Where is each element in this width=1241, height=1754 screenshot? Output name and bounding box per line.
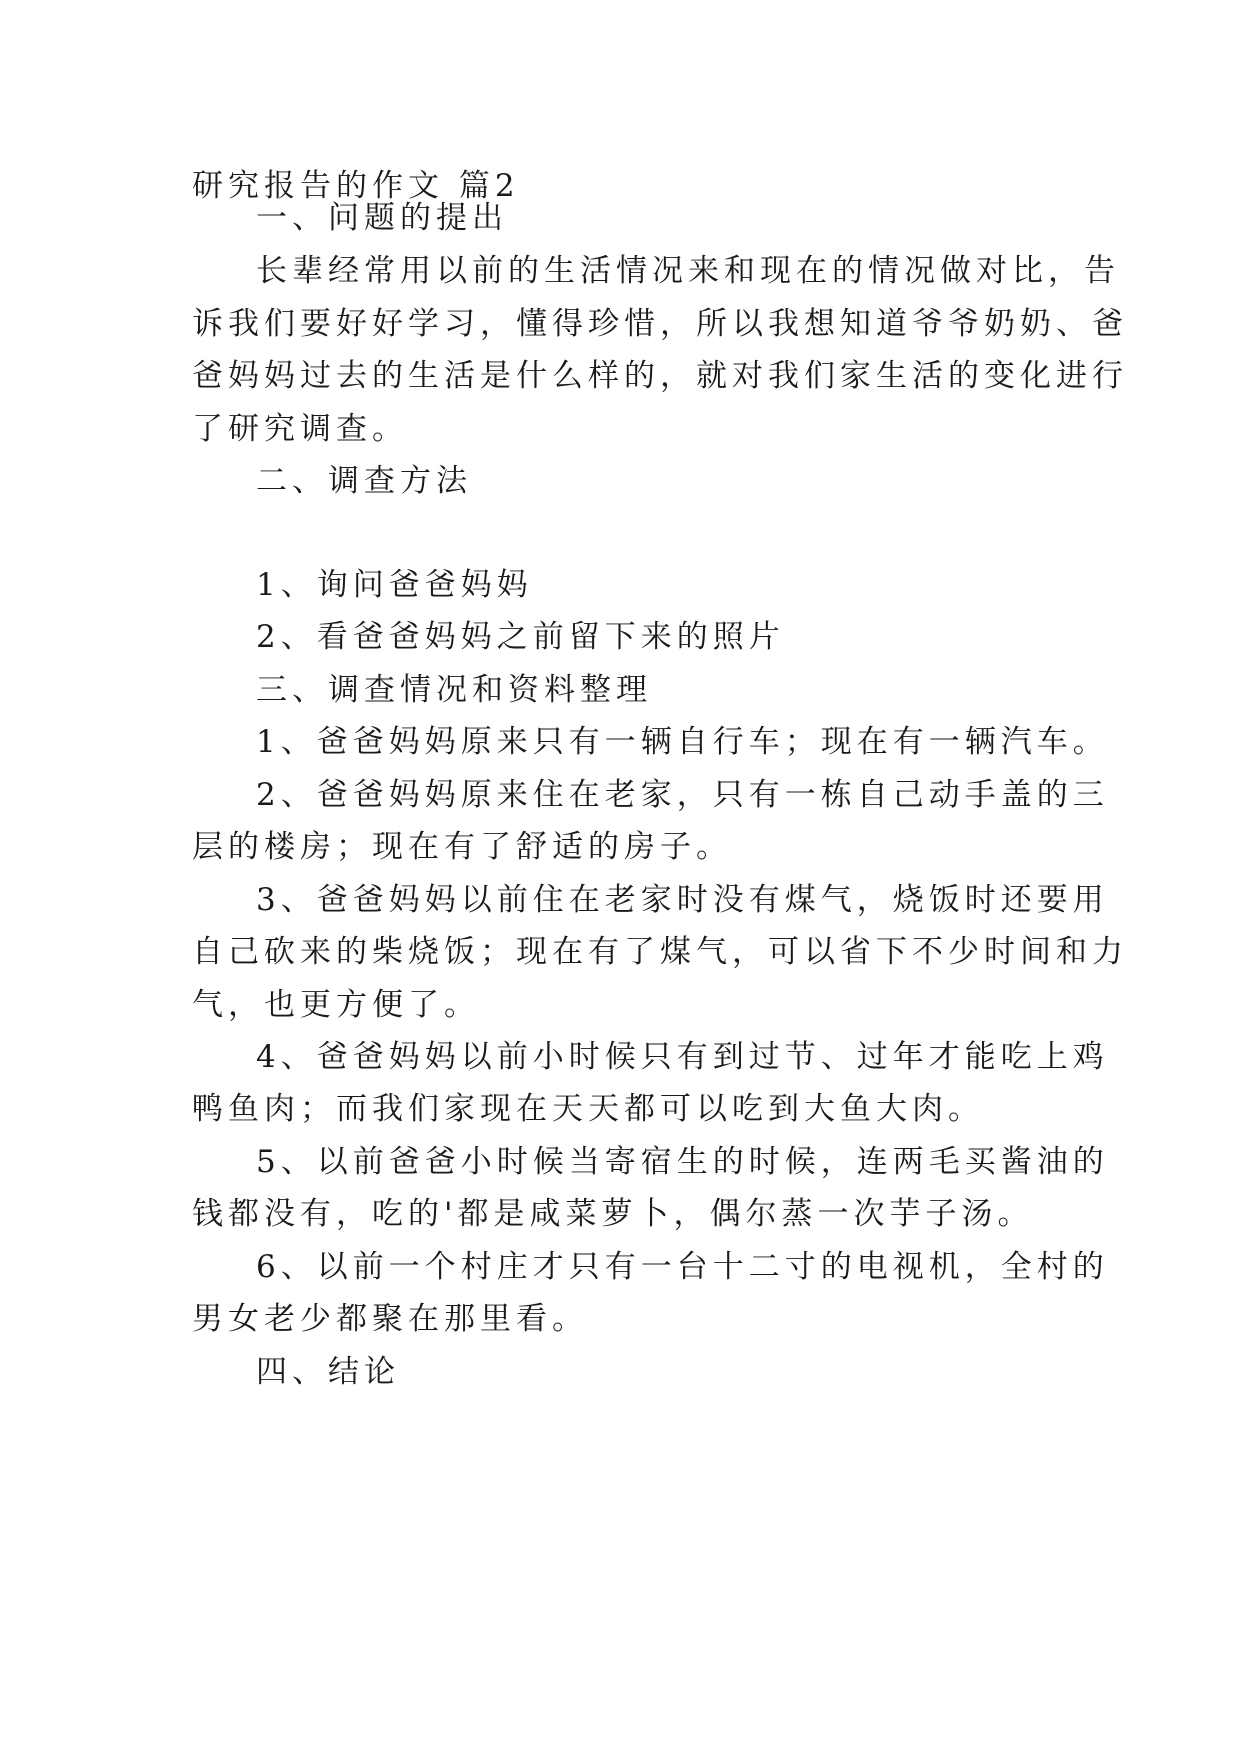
paragraph-line: 爸妈妈过去的生活是什么样的，就对我们家生活的变化进行: [192, 358, 1128, 394]
list-item: 5、以前爸爸小时候当寄宿生的时候，连两毛买酱油的: [256, 1144, 1109, 1180]
list-item: 1、爸爸妈妈原来只有一辆自行车；现在有一辆汽车。: [256, 724, 1109, 760]
paragraph-line: 诉我们要好好学习，懂得珍惜，所以我想知道爷爷奶奶、爸: [192, 306, 1128, 342]
list-item-continuation: 男女老少都聚在那里看。: [192, 1301, 588, 1337]
list-item: 1、询问爸爸妈妈: [256, 567, 533, 603]
list-item: 4、爸爸妈妈以前小时候只有到过节、过年才能吃上鸡: [256, 1039, 1109, 1075]
list-item-continuation: 自己砍来的柴烧饭；现在有了煤气，可以省下不少时间和力: [192, 934, 1128, 970]
section-heading-1: 一、问题的提出: [256, 200, 508, 236]
section-heading-2: 二、调查方法: [256, 463, 472, 499]
list-item-continuation: 气，也更方便了。: [192, 987, 480, 1023]
list-item: 3、爸爸妈妈以前住在老家时没有煤气，烧饭时还要用: [256, 882, 1109, 918]
document-title: 研究报告的作文 篇2: [192, 168, 520, 204]
section-heading-4: 四、结论: [256, 1354, 400, 1390]
paragraph-line: 长辈经常用以前的生活情况来和现在的情况做对比，告: [256, 253, 1120, 289]
list-item-continuation: 层的楼房；现在有了舒适的房子。: [192, 829, 732, 865]
section-heading-3: 三、调查情况和资料整理: [256, 672, 652, 708]
list-item-continuation: 钱都没有，吃的'都是咸菜萝卜，偶尔蒸一次芋子汤。: [192, 1196, 1034, 1232]
list-item: 2、爸爸妈妈原来住在老家，只有一栋自己动手盖的三: [256, 777, 1109, 813]
list-item: 2、看爸爸妈妈之前留下来的照片: [256, 619, 785, 655]
list-item-continuation: 鸭鱼肉；而我们家现在天天都可以吃到大鱼大肉。: [192, 1091, 984, 1127]
list-item: 6、以前一个村庄才只有一台十二寸的电视机，全村的: [256, 1249, 1109, 1285]
paragraph-line: 了研究调查。: [192, 411, 408, 447]
